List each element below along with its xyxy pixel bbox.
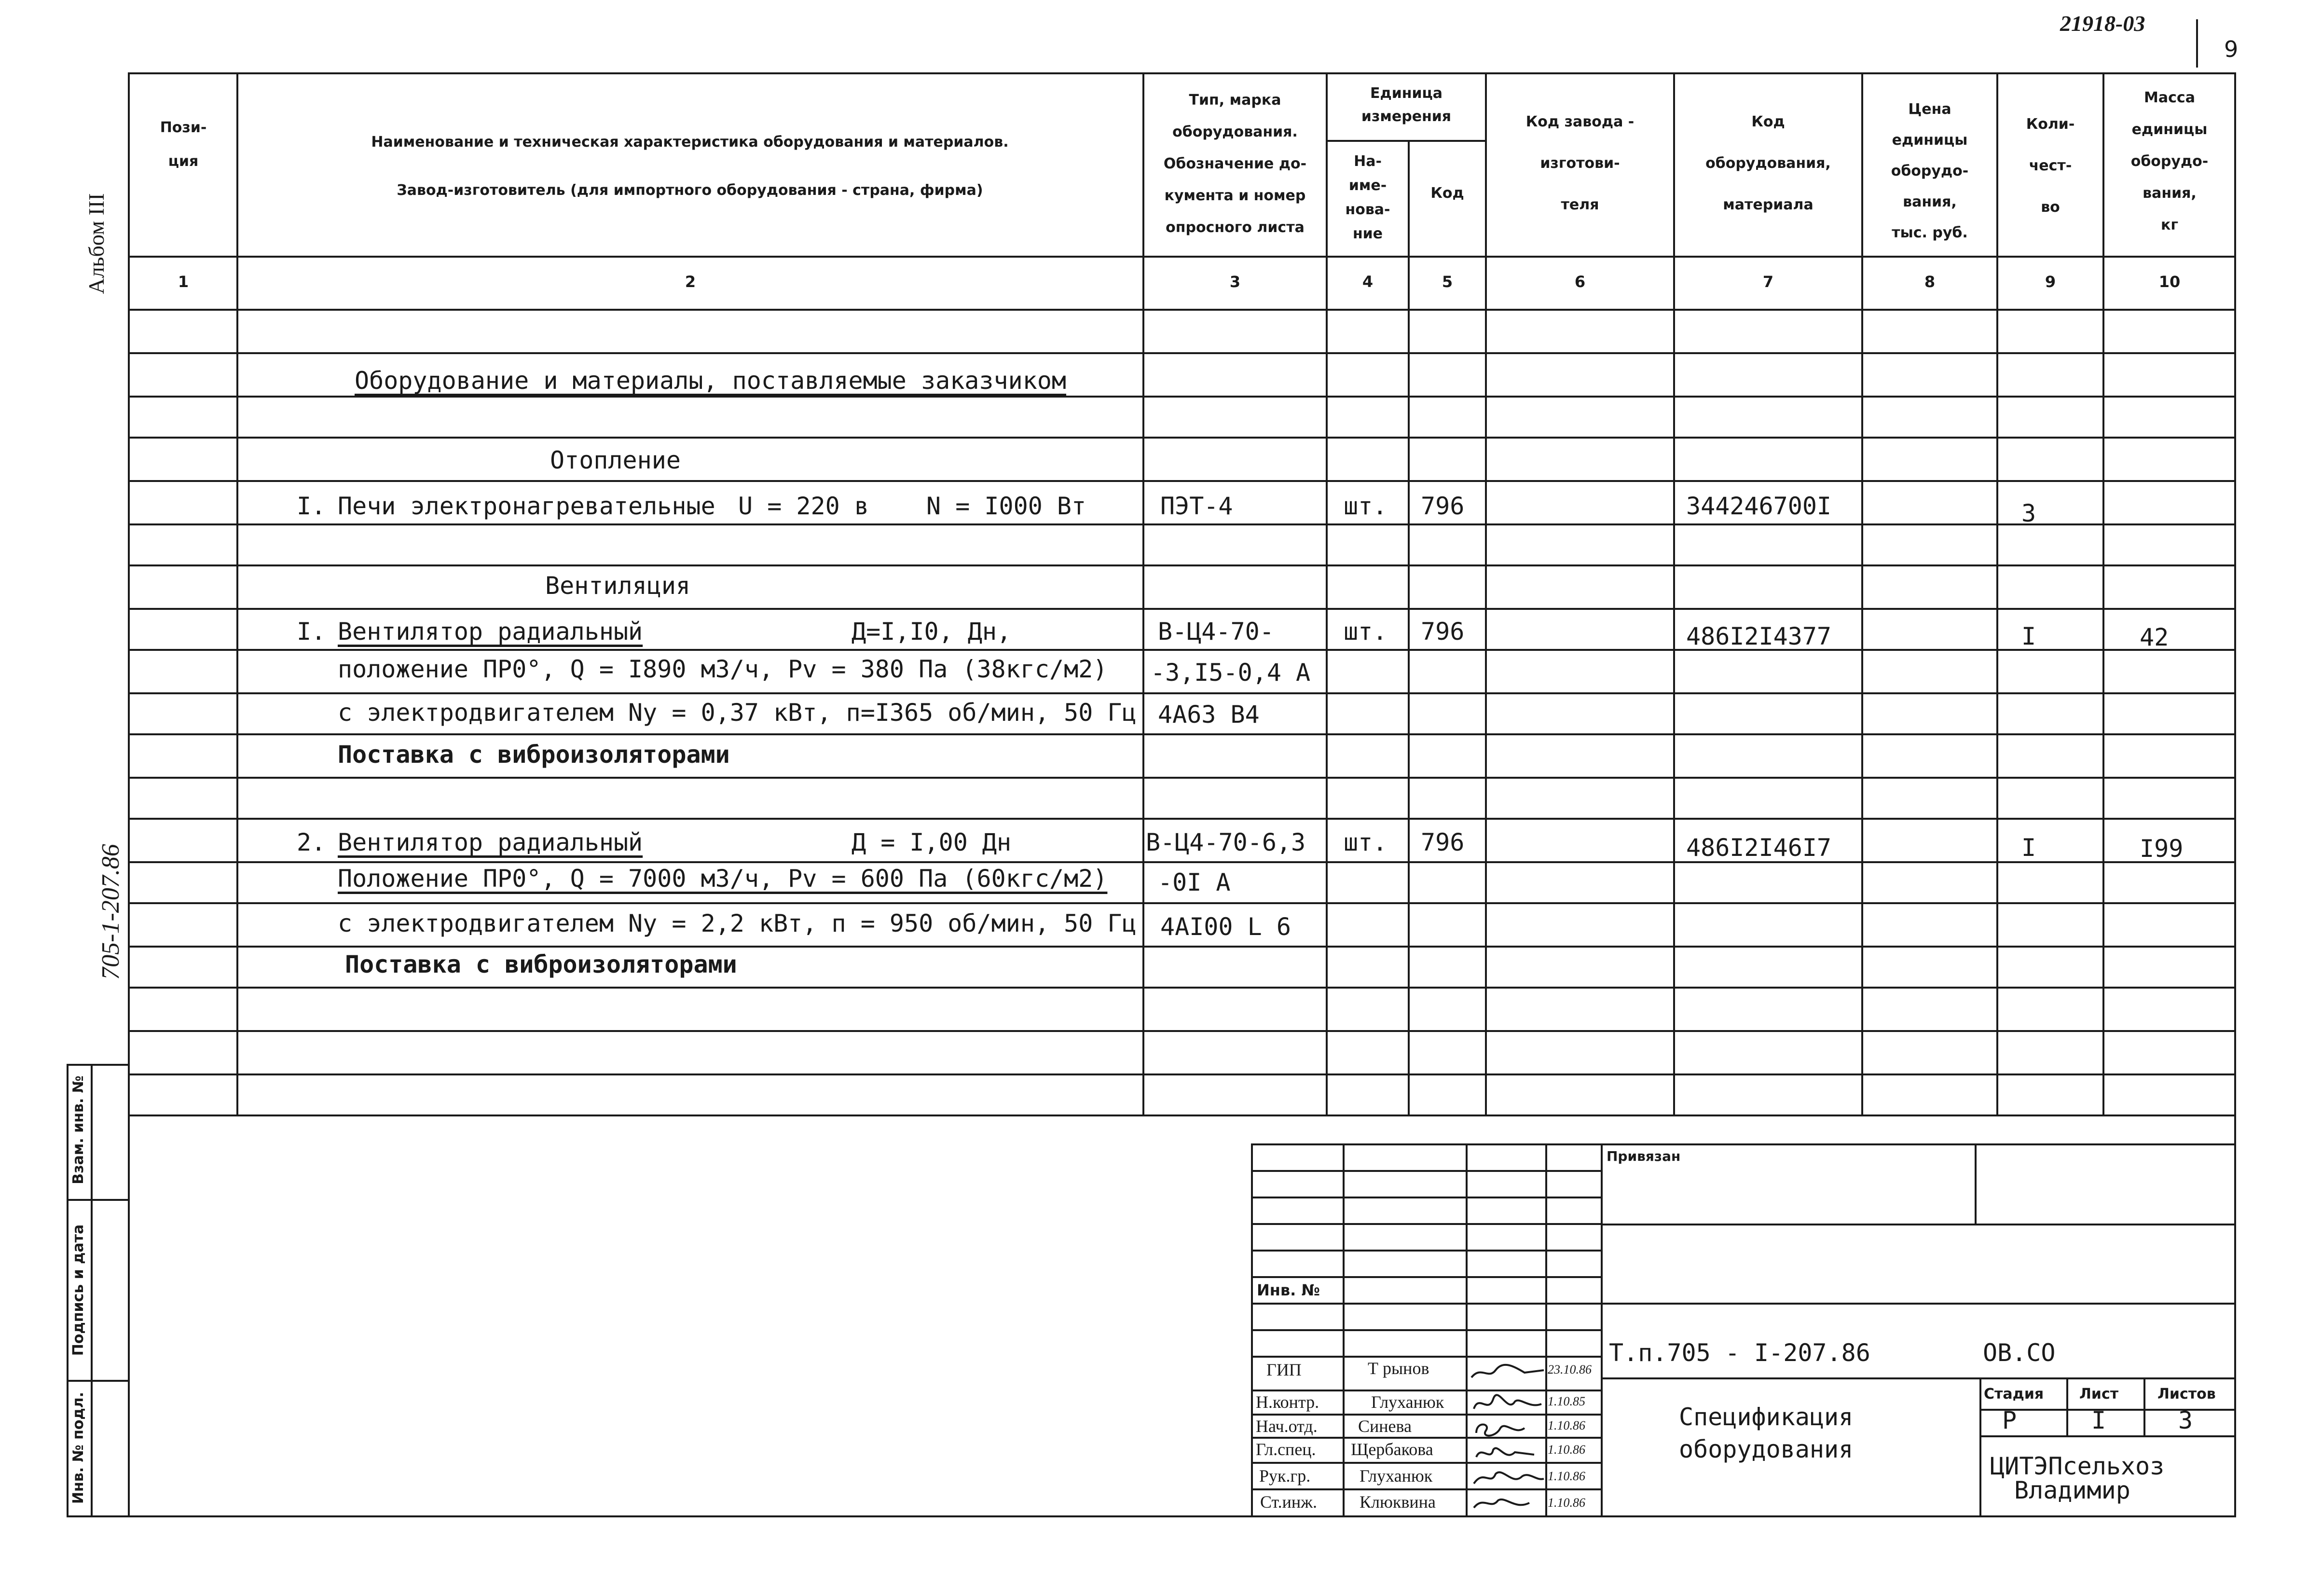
stamp-stage-label: Стадия	[1984, 1386, 2044, 1403]
column-number: 9	[2045, 273, 2056, 291]
header-equipment-code: Код оборудования, материала	[1705, 113, 1831, 213]
stamp-city: Владимир	[2014, 1476, 2130, 1504]
fan1-motor: с электродвигателем Nу = 0,37 кВт, п=I365 об/мин, 50 Гц	[338, 699, 1137, 727]
column-number: 2	[685, 273, 696, 291]
heater-name: Печи электронагревательные	[338, 492, 715, 520]
stamp-date: 1.10.86	[1548, 1496, 1585, 1510]
stamp-organization: ЦИТЭПсельхоз	[1990, 1452, 2165, 1480]
stamp-person: Клюквина	[1360, 1492, 1436, 1512]
header-unit-code: Код	[1430, 185, 1464, 202]
fan2-unit: шт.	[1344, 828, 1388, 856]
stamp-sheets-label: Листов	[2157, 1386, 2216, 1403]
column-number: 5	[1442, 273, 1453, 291]
fan2-type-3: 4АI00 L 6	[1160, 913, 1291, 941]
fan2-delivery: Поставка с виброизоляторами	[345, 950, 737, 978]
header-mass: Масса единицы оборудо- вания, кг	[2130, 89, 2209, 234]
fan2-motor: с электродвигателем Nу = 2,2 кВт, п = 950 об/мин, 50 Гц	[338, 909, 1137, 937]
heater-voltage: U = 220 в	[738, 492, 869, 520]
fan2-quantity: I	[2021, 834, 2036, 862]
stamp-role: Рук.гр.	[1259, 1466, 1311, 1486]
fan1-spec: положение ПР0°, Q = I890 м3/ч, Pv = 380 Па (38кгс/м2)	[338, 655, 1108, 683]
section-title: Оборудование и материалы, поставляемые заказчиком	[355, 367, 1067, 395]
fan1-type-1: В-Ц4-70-	[1158, 618, 1274, 646]
stamp-date: 1.10.85	[1548, 1394, 1585, 1408]
stamp-document-code: Т.п.705 - I-207.86	[1609, 1339, 1870, 1367]
header-unit-name: На- име- нова- ние	[1345, 153, 1390, 242]
heater-unit: шт.	[1344, 492, 1388, 520]
stamp-stage: Р	[2002, 1406, 2017, 1434]
stamp-date: 1.10.86	[1548, 1469, 1585, 1483]
fan1-quantity: I	[2021, 622, 2036, 650]
fan2-code: 486I2I46I7	[1686, 834, 1832, 862]
stamp-date: 1.10.86	[1548, 1443, 1585, 1457]
document-number: 21918-03	[2060, 11, 2145, 36]
column-number: 10	[2158, 273, 2181, 291]
stamp-person: Глуханюк	[1371, 1392, 1444, 1412]
fan2-diameter: Д = I,00 Дн	[852, 828, 1012, 856]
heater-unit-code: 796	[1421, 492, 1465, 520]
fan1-diameter: Д=I,I0, Дн,	[852, 618, 1012, 646]
stamp-role: Н.контр.	[1256, 1392, 1319, 1412]
stamp-date: 23.10.86	[1548, 1362, 1592, 1376]
fan1-name: Вентилятор радиальный	[338, 618, 643, 646]
subsection-heating: Отопление	[550, 446, 681, 474]
stamp-attached-label: Привязан	[1607, 1148, 1681, 1164]
fan1-mass: 42	[2140, 623, 2169, 651]
stamp-sheets: 3	[2178, 1406, 2193, 1434]
stamp-role: ГИП	[1266, 1360, 1302, 1379]
heater-code: 344246700I	[1686, 492, 1832, 520]
fan1-code: 486I2I4377	[1686, 622, 1832, 650]
fan1-position: I.	[297, 618, 326, 646]
project-code-handwritten: 705-1-207.86	[97, 844, 124, 980]
album-label: Альбом III	[84, 193, 109, 294]
fan2-position: 2.	[297, 828, 326, 856]
fan1-unit-code: 796	[1421, 618, 1465, 646]
column-number: 4	[1362, 273, 1374, 291]
fan2-type-1: В-Ц4-70-6,3	[1146, 828, 1306, 856]
stamp-sheet: I	[2091, 1406, 2106, 1434]
stamp-sheet-label: Лист	[2079, 1386, 2119, 1403]
stamp-role: Гл.спец.	[1256, 1440, 1316, 1459]
fan2-mass: I99	[2140, 835, 2184, 863]
stamp-title-line1: Спецификация	[1679, 1403, 1854, 1431]
heater-quantity: 3	[2021, 499, 2036, 527]
stamp-person: Щербакова	[1351, 1440, 1433, 1459]
stamp-person: Т рынов	[1368, 1359, 1429, 1378]
column-number: 3	[1229, 273, 1241, 291]
stamp-inv-original-label: Инв. № подл.	[70, 1391, 87, 1504]
stamp-person: Синева	[1358, 1417, 1412, 1436]
header-name: Наименование и техническая характеристика оборудования и материалов. Завод-изготовитель (для импортного оборудования - страна, фирма)	[371, 134, 1009, 199]
stamp-role: Нач.отд.	[1256, 1417, 1318, 1436]
stamp-title-line2: оборудования	[1679, 1435, 1854, 1463]
fan1-type-2: -3,I5-0,4 А	[1151, 659, 1311, 687]
stamp-sign-date-label: Подпись и дата	[70, 1224, 87, 1356]
fan1-unit: шт.	[1344, 618, 1388, 646]
stamp-date: 1.10.86	[1548, 1418, 1585, 1432]
subsection-ventilation: Вентиляция	[545, 572, 691, 600]
header-type: Тип, марка оборудования. Обозначение до- кумента и номер опросного листа	[1163, 92, 1307, 236]
stamp-inv-change-label: Взам. инв. №	[70, 1075, 87, 1184]
header-price: Цена единицы оборудо- вания, тыс. руб.	[1891, 101, 1969, 241]
stamp-mark: ОВ.СО	[1983, 1339, 2056, 1367]
column-number: 1	[178, 273, 189, 291]
stamp-person: Глуханюк	[1360, 1466, 1433, 1486]
fan2-type-2: -0I А	[1158, 868, 1231, 896]
fan1-delivery: Поставка с виброизоляторами	[338, 741, 730, 769]
header-position: Пози- ция	[160, 119, 207, 170]
column-number: 6	[1574, 273, 1586, 291]
header-unit-group: Единица измерения	[1361, 85, 1452, 125]
stamp-inv-no-label: Инв. №	[1257, 1281, 1320, 1299]
fan2-name: Вентилятор радиальный	[338, 828, 643, 856]
header-quantity: Коли- чест- во	[2026, 116, 2075, 216]
signatures	[1467, 1356, 1546, 1515]
column-number: 7	[1762, 273, 1774, 291]
heater-type: ПЭТ-4	[1160, 492, 1233, 520]
fan2-unit-code: 796	[1421, 828, 1465, 856]
column-number: 8	[1924, 273, 1936, 291]
heater-position: I.	[297, 492, 326, 520]
fan2-spec: Положение ПР0°, Q = 7000 м3/ч, Pv = 600 Па (60кгс/м2)	[338, 865, 1108, 893]
heater-power: N = I000 Вт	[926, 492, 1086, 520]
page-number: 9	[2224, 36, 2239, 62]
header-maker-code: Код завода - изготови- теля	[1525, 113, 1635, 213]
fan1-type-3: 4А63 В4	[1158, 701, 1260, 729]
stamp-role: Ст.инж.	[1260, 1492, 1317, 1512]
